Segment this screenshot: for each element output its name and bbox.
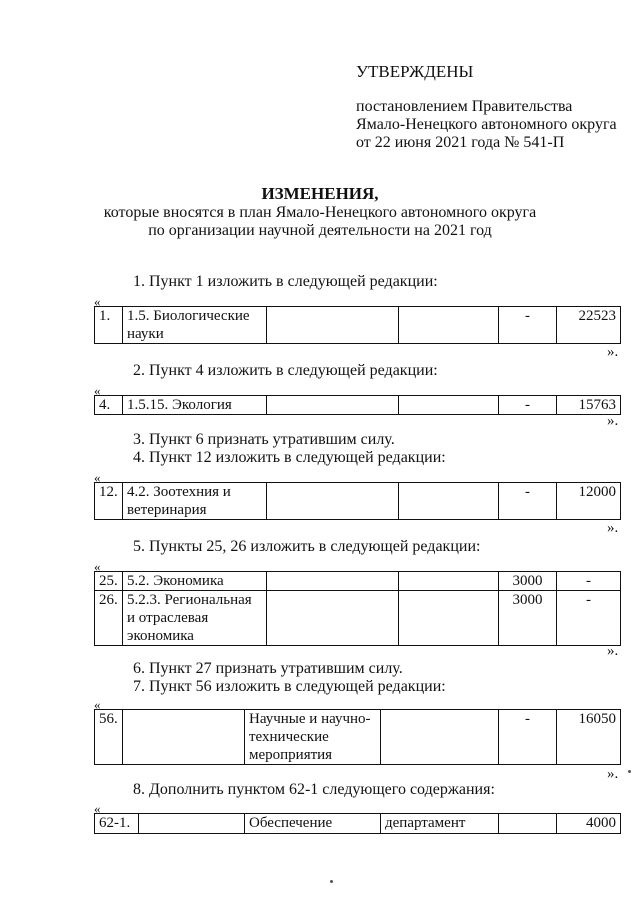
item-3-text: 3. Пункт 6 признать утратившим силу. xyxy=(133,431,395,448)
row-number: 12. xyxy=(95,483,123,520)
open-quote: « xyxy=(94,383,101,398)
row-name: 1.5. Биологические науки xyxy=(123,307,267,344)
empty-cell xyxy=(399,591,499,646)
open-quote: « xyxy=(94,559,101,574)
close-quote: ». xyxy=(607,520,619,536)
table-row xyxy=(95,396,621,415)
activity-cell: Научные и научно-технические мероприятия xyxy=(245,710,381,765)
open-quote: « xyxy=(94,470,101,485)
row-name: 4.2. Зоотехния и ветеринария xyxy=(123,483,267,520)
empty-cell xyxy=(123,710,245,765)
table-row xyxy=(95,307,621,344)
decree-line-1: постановлением Правительства xyxy=(356,98,573,115)
table-item-12 xyxy=(94,482,621,520)
empty-cell xyxy=(399,572,499,591)
item-8-text: 8. Дополнить пунктом 62-1 следующего содержания: xyxy=(133,781,495,798)
empty-cell xyxy=(267,591,399,646)
value-cell: 16050 xyxy=(557,710,621,765)
open-quote: « xyxy=(94,697,101,712)
empty-cell xyxy=(499,814,557,834)
row-number: 26. xyxy=(95,591,123,646)
empty-cell xyxy=(399,307,499,344)
dash-cell: - xyxy=(557,591,621,646)
close-quote: ». xyxy=(607,344,619,360)
table-item-56 xyxy=(94,709,621,765)
open-quote: « xyxy=(94,294,101,309)
empty-cell xyxy=(399,483,499,520)
table-items-25-26 xyxy=(94,571,621,646)
value-cell: 3000 xyxy=(499,591,557,646)
row-number: 62-1. xyxy=(95,814,139,834)
item-2-text: 2. Пункт 4 изложить в следующей редакции: xyxy=(133,362,438,379)
row-number: 1. xyxy=(95,307,123,344)
item-5-text: 5. Пункты 25, 26 изложить в следующей редакции: xyxy=(133,538,481,555)
decree-line-2: Ямало-Ненецкого автономного округа xyxy=(356,116,617,133)
dash-cell: - xyxy=(499,307,557,344)
dash-cell: - xyxy=(499,483,557,520)
activity-cell: Обеспечение xyxy=(245,814,381,834)
item-6-text: 6. Пункт 27 признать утратившим силу. xyxy=(133,660,403,677)
table-item-1 xyxy=(94,306,621,344)
table-row xyxy=(95,572,621,591)
empty-cell xyxy=(267,307,399,344)
changes-subtitle-1: которые вносятся в план Ямало-Ненецкого автономного округа xyxy=(103,204,537,221)
dash-cell: - xyxy=(499,710,557,765)
table-row xyxy=(95,591,621,646)
empty-cell xyxy=(267,483,399,520)
row-number: 56. xyxy=(95,710,123,765)
close-quote: ». xyxy=(607,413,619,429)
value-cell: 4000 xyxy=(557,814,621,834)
department-cell: департамент xyxy=(381,814,499,834)
empty-cell xyxy=(267,572,399,591)
decree-line-3: от 22 июня 2021 года № 541-П xyxy=(356,134,565,151)
table-row xyxy=(95,483,621,520)
row-number: 4. xyxy=(95,396,123,415)
empty-cell xyxy=(399,396,499,415)
close-quote: ». xyxy=(607,643,619,659)
row-number: 25. xyxy=(95,572,123,591)
changes-heading: ИЗМЕНЕНИЯ, xyxy=(261,184,379,203)
row-name: 5.2. Экономика xyxy=(123,572,267,591)
changes-subtitle-2: по организации научной деятельности на 2021 год xyxy=(148,222,492,239)
open-quote: « xyxy=(94,801,101,816)
scan-speck xyxy=(330,880,333,883)
scan-speck xyxy=(628,770,631,773)
dash-cell: - xyxy=(557,572,621,591)
close-quote: ». xyxy=(607,766,619,782)
value-cell: 15763 xyxy=(557,396,621,415)
value-cell: 22523 xyxy=(557,307,621,344)
approved-heading: УТВЕРЖДЕНЫ xyxy=(356,62,474,81)
empty-cell xyxy=(139,814,245,834)
table-row xyxy=(95,814,621,834)
row-name: 5.2.3. Региональная и отраслевая экономика xyxy=(123,591,267,646)
empty-cell xyxy=(267,396,399,415)
dash-cell: - xyxy=(499,396,557,415)
value-cell: 12000 xyxy=(557,483,621,520)
row-name: 1.5.15. Экология xyxy=(123,396,267,415)
item-7-text: 7. Пункт 56 изложить в следующей редакции: xyxy=(133,678,446,695)
table-item-4 xyxy=(94,395,621,415)
empty-cell xyxy=(381,710,499,765)
value-cell: 3000 xyxy=(499,572,557,591)
item-1-text: 1. Пункт 1 изложить в следующей редакции: xyxy=(133,273,438,290)
table-row xyxy=(95,710,621,765)
item-4-text: 4. Пункт 12 изложить в следующей редакции: xyxy=(133,449,446,466)
table-item-62-1 xyxy=(94,813,621,834)
